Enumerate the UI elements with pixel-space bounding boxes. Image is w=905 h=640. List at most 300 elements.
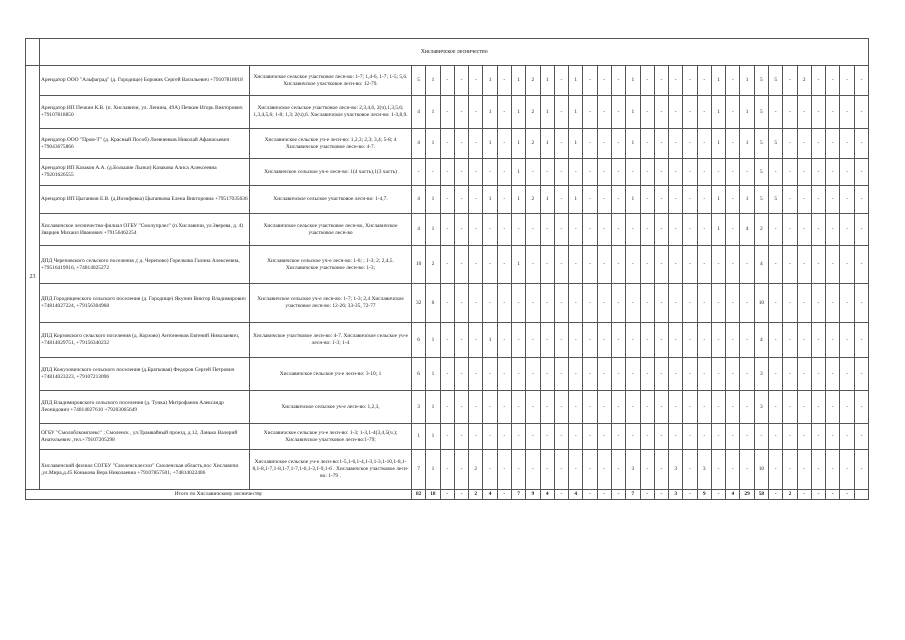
value-cell: - [640, 424, 654, 450]
organization-cell: ДПД Кожуховичского сельского поселения (д.Братковая) Федоров Сергей Петрович +74814023223, +79107213096 [40, 358, 250, 391]
value-cell: - [854, 284, 869, 323]
total-value-cell: 4 [569, 490, 583, 500]
value-cell: - [540, 358, 554, 391]
value-cell: - [611, 129, 625, 159]
value-cell: - [440, 246, 454, 284]
value-cell: - [726, 129, 740, 159]
value-cell: 10 [412, 246, 426, 284]
value-cell: 1 [426, 391, 440, 424]
value-cell: - [412, 159, 426, 186]
value-cell: - [483, 159, 497, 186]
value-cell: - [454, 358, 468, 391]
value-cell: 1 [569, 186, 583, 214]
value-cell: - [426, 159, 440, 186]
value-cell: - [554, 159, 568, 186]
value-cell: - [640, 358, 654, 391]
total-value-cell: 2 [783, 490, 797, 500]
value-cell: - [783, 246, 797, 284]
value-cell: - [611, 159, 625, 186]
value-cell: - [726, 159, 740, 186]
value-cell: - [826, 246, 840, 284]
value-cell: - [569, 391, 583, 424]
value-cell: 1 [511, 66, 525, 96]
area-cell: Хиславичское сельское участковое лесн-во: 1-7; 1,4-6, 1-7; 1-5; 5,6. Хиславичское участковое лесн-во: 12-79. [250, 66, 412, 96]
value-cell: - [683, 159, 697, 186]
value-cell: - [854, 66, 869, 96]
area-cell: Хиславичское сельское уч-е лесн-во:1-5,1-6,1-4,1-3,1-3,1-10,1-8,1-8,1-8,1-7,1-8,1-7,1-7,1-6,1-3,1-9,1-6 . Хиславичское участковое лесн-во: 1-79 . [250, 450, 412, 490]
value-cell: - [840, 284, 854, 323]
value-cell: - [840, 159, 854, 186]
value-cell: - [654, 450, 668, 490]
section-title-row [26, 39, 869, 66]
value-cell: - [740, 323, 754, 358]
value-cell: - [683, 96, 697, 129]
value-cell: - [611, 323, 625, 358]
value-cell: - [797, 391, 811, 424]
total-value-cell: 4 [540, 490, 554, 500]
value-cell: 1 [711, 186, 725, 214]
value-cell: - [554, 391, 568, 424]
blank-cell [26, 39, 40, 66]
value-cell: - [626, 323, 640, 358]
organization-cell: Арендатор ИП Цыганков Е.В. (д.Иозифовка) Цыганкова Елена Викторовна +79517035036 [40, 186, 250, 214]
value-cell: - [783, 424, 797, 450]
value-cell: - [626, 284, 640, 323]
value-cell: - [454, 214, 468, 246]
value-cell: - [440, 129, 454, 159]
value-cell: - [540, 246, 554, 284]
value-cell: - [654, 391, 668, 424]
value-cell: - [826, 424, 840, 450]
value-cell: - [669, 284, 683, 323]
value-cell: - [583, 450, 597, 490]
value-cell: - [454, 159, 468, 186]
value-cell: - [483, 391, 497, 424]
value-cell: - [597, 129, 611, 159]
value-cell: 6 [412, 358, 426, 391]
value-cell: - [597, 214, 611, 246]
value-cell: - [640, 246, 654, 284]
value-cell: - [454, 391, 468, 424]
value-cell: - [440, 66, 454, 96]
total-row [26, 490, 869, 500]
value-cell: 3 [412, 391, 426, 424]
value-cell: - [769, 424, 783, 450]
value-cell: 5 [769, 129, 783, 159]
value-cell: 3 [754, 358, 768, 391]
value-cell: 4 [754, 323, 768, 358]
value-cell: - [669, 159, 683, 186]
area-cell: Хиславичское сельское участковое лесн-во: 1-4,7. [250, 186, 412, 214]
value-cell: - [469, 66, 483, 96]
value-cell: 5 [412, 66, 426, 96]
value-cell: - [826, 159, 840, 186]
area-cell: Хиславичское участковое лесн-во: 4-7. Хиславичское сельское уч-е лесн-во: 1-3; 1-4 [250, 323, 412, 358]
value-cell: 5 [754, 96, 768, 129]
value-cell: - [654, 246, 668, 284]
value-cell: - [497, 323, 511, 358]
value-cell: - [583, 214, 597, 246]
value-cell: - [540, 391, 554, 424]
value-cell: - [583, 246, 597, 284]
value-cell: - [697, 246, 711, 284]
value-cell: - [469, 96, 483, 129]
value-cell: - [840, 66, 854, 96]
total-value-cell: 4 [726, 490, 740, 500]
value-cell: 1 [426, 129, 440, 159]
value-cell: - [540, 214, 554, 246]
value-cell: - [640, 129, 654, 159]
value-cell: - [469, 391, 483, 424]
value-cell: 10 [754, 284, 768, 323]
value-cell: - [783, 323, 797, 358]
value-cell: - [597, 391, 611, 424]
value-cell: - [569, 424, 583, 450]
value-cell: - [469, 214, 483, 246]
area-cell: Хиславичское сельское участковое лесн-во: 2,3,4,6, 2(ч),1,3,5,6; 1,3,4,5,6; 1-8; 1,3; 2(ч),6. Хиславичское участковое лесн-во: 1-3,8,9. [250, 96, 412, 129]
value-cell: - [726, 450, 740, 490]
value-cell: 1 [626, 66, 640, 96]
value-cell: - [697, 66, 711, 96]
organization-cell: ДПД Корзовского сельского поселения (д. Корзово) Антоненков Евгений Николаевич, +74814029751, +79156340232 [40, 323, 250, 358]
value-cell: - [640, 391, 654, 424]
value-cell: - [526, 358, 540, 391]
total-value-cell: - [454, 490, 468, 500]
value-cell: - [697, 391, 711, 424]
value-cell: 5 [754, 186, 768, 214]
total-value-cell: 2 [469, 490, 483, 500]
value-cell: - [669, 424, 683, 450]
value-cell: - [769, 358, 783, 391]
value-cell: - [711, 159, 725, 186]
organization-cell: ДПД Череповского сельского поселения ,( д. Черепово) Горелкова Галина Алексеевна, +79516419916, +74814025272 [40, 246, 250, 284]
section-title: Хиславичское лесничество [40, 39, 869, 66]
value-cell: - [583, 391, 597, 424]
value-cell: 4 [754, 246, 768, 284]
value-cell: 5 [754, 129, 768, 159]
value-cell: 2 [754, 214, 768, 246]
organization-cell: ДПД Городищенского сельского поселения (д. Городище) Якупин Виктор Владимирович +74814027224, +79156304968 [40, 284, 250, 323]
value-cell: - [726, 358, 740, 391]
value-cell: 1 [711, 214, 725, 246]
value-cell: - [554, 186, 568, 214]
value-cell: - [640, 214, 654, 246]
value-cell: - [726, 214, 740, 246]
value-cell: - [854, 159, 869, 186]
value-cell: 1 [426, 96, 440, 129]
organization-cell: ДПД Владимировского сельского поселения (д. Тунка) Митрофанов Александр Леонидович +74814027610 +79203065649 [40, 391, 250, 424]
value-cell: - [554, 358, 568, 391]
value-cell: - [554, 214, 568, 246]
value-cell: - [740, 246, 754, 284]
value-cell: - [654, 424, 668, 450]
total-value-cell: - [597, 490, 611, 500]
value-cell: - [797, 96, 811, 129]
value-cell: 3 [754, 391, 768, 424]
value-cell: - [683, 323, 697, 358]
table-row [26, 129, 869, 159]
value-cell: - [597, 246, 611, 284]
value-cell: - [454, 246, 468, 284]
value-cell: - [511, 391, 525, 424]
value-cell: 1 [483, 66, 497, 96]
value-cell: - [640, 323, 654, 358]
value-cell: - [826, 186, 840, 214]
value-cell: - [711, 358, 725, 391]
total-value-cell: - [826, 490, 840, 500]
value-cell: - [669, 358, 683, 391]
value-cell: 1 [483, 186, 497, 214]
value-cell: - [726, 186, 740, 214]
value-cell: - [554, 129, 568, 159]
value-cell: - [597, 450, 611, 490]
value-cell: 1 [569, 129, 583, 159]
value-cell: 1 [511, 159, 525, 186]
group-index: 23 [26, 66, 40, 490]
value-cell: - [783, 186, 797, 214]
value-cell: 1 [626, 186, 640, 214]
value-cell: - [454, 450, 468, 490]
value-cell: - [440, 96, 454, 129]
total-value-cell: 3 [669, 490, 683, 500]
area-cell: Хиславичское сельское уч-е лесн-во: 1-6; ; 1-3; 2; 2,4,5. Хиславичское участковое лесн-во: 1-3; [250, 246, 412, 284]
value-cell: 4 [412, 214, 426, 246]
value-cell: 1 [540, 96, 554, 129]
value-cell: - [654, 323, 668, 358]
value-cell: - [440, 323, 454, 358]
value-cell: - [440, 186, 454, 214]
value-cell: - [683, 66, 697, 96]
value-cell: 1 [711, 96, 725, 129]
value-cell: - [783, 284, 797, 323]
value-cell: - [454, 66, 468, 96]
total-label: Итого по Хиславичскому лесничеству [26, 490, 412, 500]
value-cell: - [469, 186, 483, 214]
value-cell: - [797, 246, 811, 284]
value-cell: 2 [526, 96, 540, 129]
total-value-cell: - [583, 490, 597, 500]
value-cell: - [540, 323, 554, 358]
value-cell: - [497, 186, 511, 214]
organization-cell: Арендатор ИП Печкин К.В. (п. Хиславичи, ул. Ленина, 49А) Печкин Игорь Викторович +79107818850 [40, 96, 250, 129]
total-value-cell: 7 [626, 490, 640, 500]
value-cell: 5 [769, 186, 783, 214]
value-cell: - [811, 214, 825, 246]
value-cell: - [854, 214, 869, 246]
value-cell: 2 [469, 450, 483, 490]
value-cell: - [511, 424, 525, 450]
value-cell: - [497, 391, 511, 424]
value-cell: - [597, 358, 611, 391]
value-cell: 1 [426, 214, 440, 246]
organization-cell: Арендатор ООО "Пром-Т" (д. Красный Пособ) Лоевченков Николай Афанасьевич +79043675866 [40, 129, 250, 159]
value-cell: - [683, 214, 697, 246]
value-cell: - [811, 358, 825, 391]
value-cell: 2 [526, 186, 540, 214]
value-cell: - [583, 96, 597, 129]
value-cell: - [597, 96, 611, 129]
value-cell: - [569, 214, 583, 246]
value-cell: - [769, 96, 783, 129]
area-cell: Хиславичское сельское участковое лесн-во, Хиславичское участковое лесн-во [250, 214, 412, 246]
value-cell: - [497, 284, 511, 323]
table-row [26, 284, 869, 323]
value-cell: - [640, 284, 654, 323]
value-cell: - [554, 284, 568, 323]
value-cell: - [811, 284, 825, 323]
value-cell: - [569, 450, 583, 490]
total-value-cell: - [811, 490, 825, 500]
table-row [26, 450, 869, 490]
organization-cell: Арендатор ИП Казаков А.А. (д.Большие Лызки) Казакова Алиса Алексеевна +79201626555 [40, 159, 250, 186]
organization-cell: Арендатор ООО "Альфаград" (д. Городище) Боровик Сергей Васильевич +79107818018 [40, 66, 250, 96]
value-cell: 1 [740, 96, 754, 129]
value-cell: - [683, 129, 697, 159]
table-row [26, 186, 869, 214]
value-cell: - [483, 284, 497, 323]
value-cell: 2 [797, 66, 811, 96]
value-cell: - [826, 214, 840, 246]
value-cell: 5 [754, 159, 768, 186]
value-cell: 6 [426, 284, 440, 323]
total-value-cell: 58 [754, 490, 768, 500]
value-cell: 2 [526, 66, 540, 96]
value-cell: - [740, 391, 754, 424]
value-cell: - [526, 424, 540, 450]
value-cell: - [783, 450, 797, 490]
value-cell: - [840, 246, 854, 284]
value-cell: - [469, 129, 483, 159]
value-cell: - [469, 159, 483, 186]
area-cell: Хиславичское сельское уч-е лесн-во: 1-7; 1-3; 2,4 Хиславичское участковое лесн-во: 12-26; 33-35, 72-77 [250, 284, 412, 323]
value-cell: - [854, 323, 869, 358]
value-cell: - [654, 96, 668, 129]
value-cell: 4 [740, 214, 754, 246]
value-cell: 1 [483, 129, 497, 159]
value-cell: - [669, 214, 683, 246]
value-cell: - [526, 159, 540, 186]
value-cell: - [611, 424, 625, 450]
table-row [26, 391, 869, 424]
value-cell: - [826, 358, 840, 391]
total-value-cell: 29 [740, 490, 754, 500]
value-cell: - [811, 246, 825, 284]
value-cell: - [554, 96, 568, 129]
value-cell: - [569, 284, 583, 323]
table-row [26, 66, 869, 96]
value-cell: 6 [412, 323, 426, 358]
value-cell: 7 [412, 450, 426, 490]
value-cell: - [783, 391, 797, 424]
value-cell: - [469, 246, 483, 284]
value-cell: - [711, 424, 725, 450]
value-cell: - [611, 450, 625, 490]
value-cell: - [554, 424, 568, 450]
value-cell: - [811, 186, 825, 214]
value-cell: - [826, 450, 840, 490]
value-cell: - [697, 214, 711, 246]
table-row [26, 246, 869, 284]
value-cell: 1 [711, 66, 725, 96]
value-cell: - [583, 186, 597, 214]
value-cell: - [683, 391, 697, 424]
value-cell: - [526, 450, 540, 490]
value-cell: - [683, 450, 697, 490]
value-cell: - [440, 214, 454, 246]
value-cell: - [769, 214, 783, 246]
value-cell: - [797, 323, 811, 358]
value-cell: - [726, 323, 740, 358]
value-cell: - [469, 323, 483, 358]
value-cell: - [711, 284, 725, 323]
value-cell: - [797, 450, 811, 490]
value-cell: 1 [511, 96, 525, 129]
value-cell: - [854, 391, 869, 424]
value-cell: - [440, 358, 454, 391]
value-cell: - [769, 159, 783, 186]
value-cell: - [783, 159, 797, 186]
organization-cell: Хиславичское лесничество-филиал ОГБУ "Смолупрлес" (п.Хиславичи, ул.Зверева, д. 4) Зварцев Михаил Иванович +79156462254 [40, 214, 250, 246]
value-cell: 1 [511, 129, 525, 159]
value-cell: - [569, 323, 583, 358]
total-value-cell: - [683, 490, 697, 500]
value-cell: - [826, 284, 840, 323]
value-cell: - [540, 284, 554, 323]
value-cell: - [554, 323, 568, 358]
value-cell: - [511, 284, 525, 323]
value-cell: - [769, 450, 783, 490]
total-value-cell: 9 [697, 490, 711, 500]
value-cell: - [611, 214, 625, 246]
value-cell: - [854, 358, 869, 391]
value-cell: - [711, 391, 725, 424]
value-cell: - [769, 284, 783, 323]
value-cell: - [611, 391, 625, 424]
value-cell: - [626, 424, 640, 450]
value-cell: - [583, 323, 597, 358]
total-value-cell: - [797, 490, 811, 500]
value-cell: - [783, 96, 797, 129]
value-cell: - [797, 186, 811, 214]
value-cell: - [511, 323, 525, 358]
value-cell: - [583, 358, 597, 391]
value-cell: - [854, 246, 869, 284]
value-cell: 1 [426, 424, 440, 450]
value-cell: - [440, 159, 454, 186]
value-cell: - [640, 186, 654, 214]
value-cell: - [654, 358, 668, 391]
value-cell: 4 [412, 96, 426, 129]
value-cell: - [697, 323, 711, 358]
value-cell: - [669, 323, 683, 358]
value-cell: 1 [483, 96, 497, 129]
value-cell: 2 [526, 129, 540, 159]
table-row [26, 424, 869, 450]
value-cell: - [726, 284, 740, 323]
value-cell: - [640, 66, 654, 96]
value-cell: - [454, 424, 468, 450]
value-cell: - [597, 159, 611, 186]
value-cell: - [654, 159, 668, 186]
value-cell: - [683, 424, 697, 450]
value-cell: - [840, 323, 854, 358]
value-cell: - [826, 66, 840, 96]
total-value-cell: - [711, 490, 725, 500]
value-cell: - [540, 159, 554, 186]
value-cell: - [583, 159, 597, 186]
value-cell: - [711, 323, 725, 358]
value-cell: - [626, 159, 640, 186]
